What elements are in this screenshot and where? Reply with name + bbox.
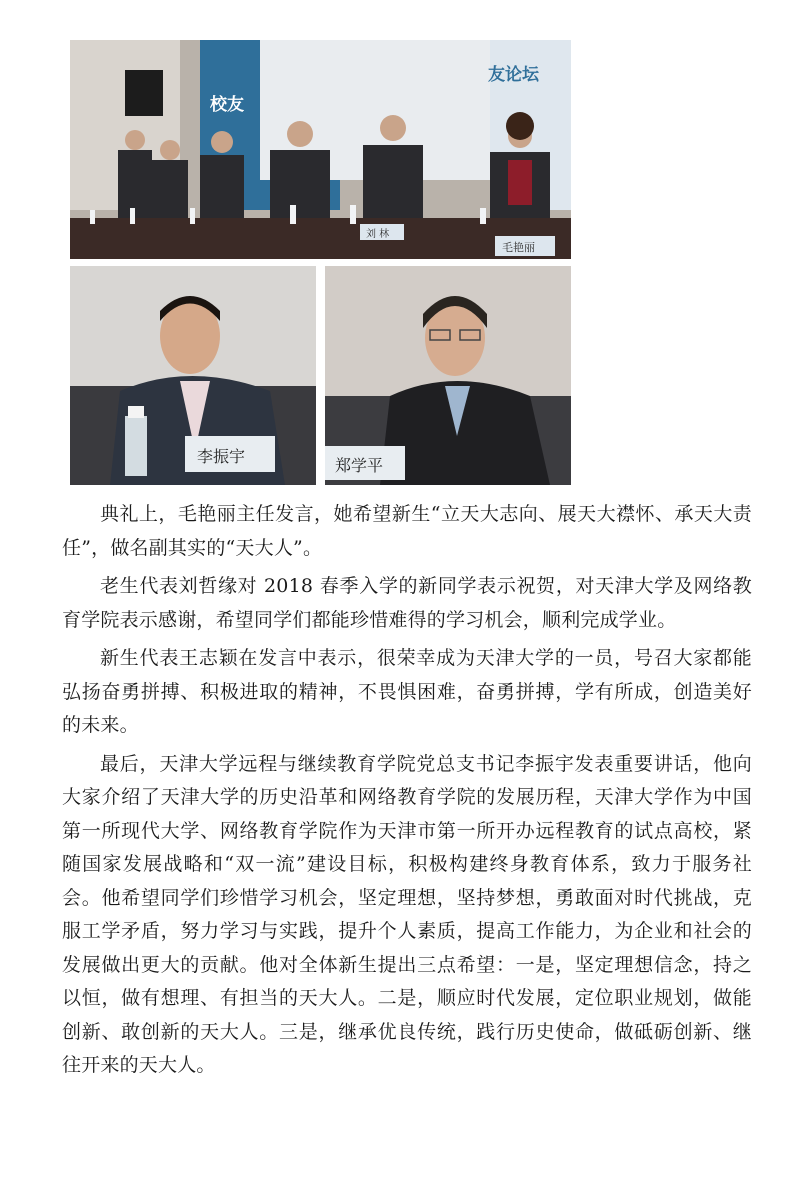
nameplate-right-photo: 郑学平 — [335, 456, 384, 475]
backdrop-text-left: 校友 — [210, 95, 244, 115]
paragraph-2: 老生代表刘哲缘对 2018 春季入学的新同学表示祝贺，对天津大学及网络教育学院表示感谢，希望同学们都能珍惜难得的学习机会，顺利完成学业。 — [62, 575, 752, 631]
speaker-photo-right — [325, 266, 571, 485]
paragraph-4: 最后，天津大学远程与继续教育学院党总支书记李振宇发表重要讲话，他向大家介绍了天津大学的历史沿革和网络教育学院的发展历程，天津大学作为中国第一所现代大学、网络教育学院作为天津市第一所开办远程教育的试点高校，紧随国家发展战略和“双一流”建设目标，积极构建终身教育体系，致力于服务社会。他希望同学们珍惜学习机会，坚定理想，坚持梦想，勇敢面对时代挑战，克服工学矛盾，努力学习与实践，提升个人素质，提高工作能力，为企业和社会的发展做出更大的贡献。他对全体新生提出三点希望：一是，坚定理想信念，持之以恒，做有想理、有担当的天大人。二是，顺应时代发展，定位职业规划，做能创新、敢创新的天大人。三是，继承优良传统，践行历史使命，做砥砺创新、继往开来的天大人。 — [62, 752, 752, 1076]
article-body — [62, 498, 752, 1083]
nameplate-right: 毛艳丽 — [502, 241, 535, 254]
nameplate-left: 李振宇 — [197, 447, 246, 466]
speaker-photo-left — [70, 266, 316, 485]
ceremony-stage-photo — [70, 40, 571, 259]
paragraph-1: 典礼上，毛艳丽主任发言，她希望新生“立天大志向、展天大襟怀、承天大责任”，做名副其实的“天大人”。 — [62, 503, 752, 559]
paragraph-3: 新生代表王志颖在发言中表示，很荣幸成为天津大学的一员，号召大家都能弘扬奋勇拼搏、积极进取的精神，不畏惧困难，奋勇拼搏，学有所成，创造美好的未来。 — [62, 647, 752, 736]
backdrop-text-right: 友论坛 — [488, 65, 539, 85]
nameplate-mid: 刘 林 — [366, 229, 390, 240]
